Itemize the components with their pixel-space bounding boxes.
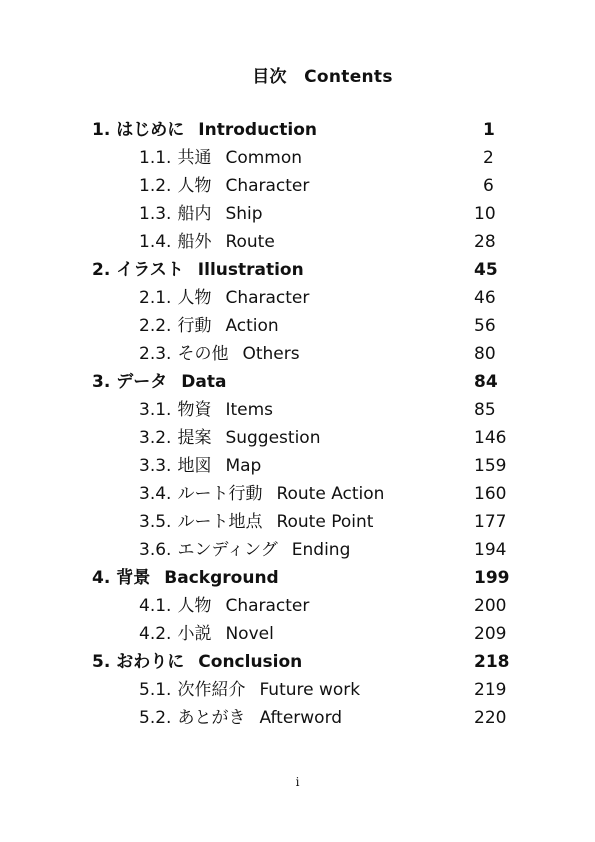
toc-page-number: 6 bbox=[483, 176, 494, 196]
toc-section bbox=[139, 623, 274, 645]
toc-chapter bbox=[92, 119, 317, 141]
toc-section bbox=[139, 147, 302, 169]
toc-section bbox=[139, 679, 360, 701]
toc-page-number: 2 bbox=[483, 148, 494, 168]
toc-number: 2.1. bbox=[139, 288, 172, 308]
toc-chapter bbox=[92, 259, 304, 281]
toc-number: 3.3. bbox=[139, 456, 172, 476]
toc-title-en: Novel bbox=[225, 624, 274, 644]
toc-section bbox=[139, 287, 309, 309]
page-title: 目次 Contents bbox=[252, 67, 393, 87]
toc-number: 3. bbox=[92, 372, 111, 392]
toc-number: 3.6. bbox=[139, 540, 172, 560]
toc-number: 1.3. bbox=[139, 204, 172, 224]
toc-page-number: 159 bbox=[474, 456, 507, 476]
toc-number: 5.2. bbox=[139, 708, 172, 728]
toc-page-number: 28 bbox=[474, 232, 496, 252]
toc-number: 2. bbox=[92, 260, 111, 280]
toc-section bbox=[139, 231, 275, 253]
toc-title-jp: 行動 bbox=[177, 316, 212, 336]
toc-section bbox=[139, 315, 279, 337]
toc-number: 1.2. bbox=[139, 176, 172, 196]
toc-title-jp: 地図 bbox=[177, 456, 212, 476]
toc-chapter bbox=[92, 651, 302, 673]
toc-title-en: Character bbox=[225, 176, 310, 196]
toc-title-jp: おわりに bbox=[116, 652, 185, 672]
toc-title-jp: エンディング bbox=[177, 540, 278, 560]
toc-title-jp: 人物 bbox=[177, 176, 212, 196]
toc-title-en: Common bbox=[225, 148, 303, 168]
toc-section bbox=[139, 203, 263, 225]
toc-page-number: 10 bbox=[474, 204, 496, 224]
toc-title-jp: ルート行動 bbox=[177, 484, 263, 504]
toc-page-number: 46 bbox=[474, 288, 496, 308]
toc-section bbox=[139, 455, 261, 477]
toc-title-en: Illustration bbox=[197, 260, 304, 280]
toc-number: 1. bbox=[92, 120, 111, 140]
toc-page-number: 218 bbox=[474, 652, 510, 672]
toc-title-en: Character bbox=[225, 288, 310, 308]
toc-section bbox=[139, 483, 384, 505]
toc-chapter bbox=[92, 567, 279, 589]
toc-page-number: 80 bbox=[474, 344, 496, 364]
toc-title-en: Others bbox=[242, 344, 300, 364]
toc-number: 3.5. bbox=[139, 512, 172, 532]
toc-page-number: 199 bbox=[474, 568, 510, 588]
toc-title-en: Map bbox=[225, 456, 262, 476]
toc-title-jp: 物資 bbox=[177, 400, 212, 420]
toc-number: 1.4. bbox=[139, 232, 172, 252]
toc-title-jp: 背景 bbox=[116, 568, 151, 588]
toc-title-jp: 人物 bbox=[177, 596, 212, 616]
toc-number: 5. bbox=[92, 652, 111, 672]
toc-number: 4.1. bbox=[139, 596, 172, 616]
toc-title-jp: イラスト bbox=[116, 260, 184, 280]
toc-page-number: 220 bbox=[474, 708, 507, 728]
toc-page-number: 209 bbox=[474, 624, 507, 644]
toc-title-jp: ルート地点 bbox=[177, 512, 263, 532]
toc-title-en: Introduction bbox=[198, 120, 317, 140]
toc-number: 5.1. bbox=[139, 680, 172, 700]
toc-title-en: Afterword bbox=[259, 708, 343, 728]
toc-title-jp: 船外 bbox=[177, 232, 212, 252]
toc-title-jp: データ bbox=[116, 372, 168, 392]
toc-title-jp: 提案 bbox=[177, 428, 212, 448]
toc-title-en: Background bbox=[164, 568, 279, 588]
toc-title-en: Future work bbox=[259, 680, 361, 700]
toc-title-en: Route Action bbox=[276, 484, 385, 504]
toc-title-jp: 共通 bbox=[177, 148, 212, 168]
toc-title-en: Conclusion bbox=[198, 652, 303, 672]
toc-section bbox=[139, 399, 273, 421]
toc-page-number: 219 bbox=[474, 680, 507, 700]
toc-number: 4. bbox=[92, 568, 111, 588]
toc-title-en: Data bbox=[181, 372, 227, 392]
toc-number: 2.3. bbox=[139, 344, 172, 364]
toc-section bbox=[139, 343, 300, 365]
page-number: i bbox=[295, 775, 300, 789]
toc-number: 3.2. bbox=[139, 428, 172, 448]
toc-page-number: 84 bbox=[474, 372, 498, 392]
toc-section bbox=[139, 175, 309, 197]
toc-title-jp: はじめに bbox=[116, 120, 185, 140]
toc-title-jp: あとがき bbox=[177, 708, 246, 728]
toc-title-en: Route bbox=[225, 232, 275, 252]
toc-section bbox=[139, 539, 350, 561]
toc-title-jp: 人物 bbox=[177, 288, 212, 308]
toc-section bbox=[139, 511, 373, 533]
toc-page-number: 160 bbox=[474, 484, 507, 504]
toc-title-jp: 次作紹介 bbox=[177, 680, 246, 700]
toc-title-en: Ship bbox=[225, 204, 263, 224]
toc-title-en: Items bbox=[225, 400, 274, 420]
toc-page-number: 45 bbox=[474, 260, 498, 280]
toc-page-number: 56 bbox=[474, 316, 496, 336]
toc-number: 3.1. bbox=[139, 400, 172, 420]
toc-number: 2.2. bbox=[139, 316, 172, 336]
toc-title-en: Action bbox=[225, 316, 279, 336]
toc-title-jp: 船内 bbox=[177, 204, 212, 224]
toc-page-number: 1 bbox=[483, 120, 495, 140]
toc-title-en: Ending bbox=[291, 540, 351, 560]
toc-section bbox=[139, 427, 320, 449]
toc-page-number: 177 bbox=[474, 512, 507, 532]
toc-title-jp: 小説 bbox=[177, 624, 212, 644]
toc-page-number: 85 bbox=[474, 400, 496, 420]
toc-title-en: Character bbox=[225, 596, 310, 616]
toc-page-number: 194 bbox=[474, 540, 507, 560]
toc-number: 4.2. bbox=[139, 624, 172, 644]
toc-section bbox=[139, 707, 342, 729]
toc-number: 1.1. bbox=[139, 148, 172, 168]
toc-title-en: Suggestion bbox=[225, 428, 321, 448]
toc-title-en: Route Point bbox=[276, 512, 374, 532]
toc-page-number: 200 bbox=[474, 596, 507, 616]
toc-title-jp: その他 bbox=[177, 344, 229, 364]
toc-number: 3.4. bbox=[139, 484, 172, 504]
toc-section bbox=[139, 595, 309, 617]
toc-chapter bbox=[92, 371, 226, 393]
toc-page-number: 146 bbox=[474, 428, 507, 448]
